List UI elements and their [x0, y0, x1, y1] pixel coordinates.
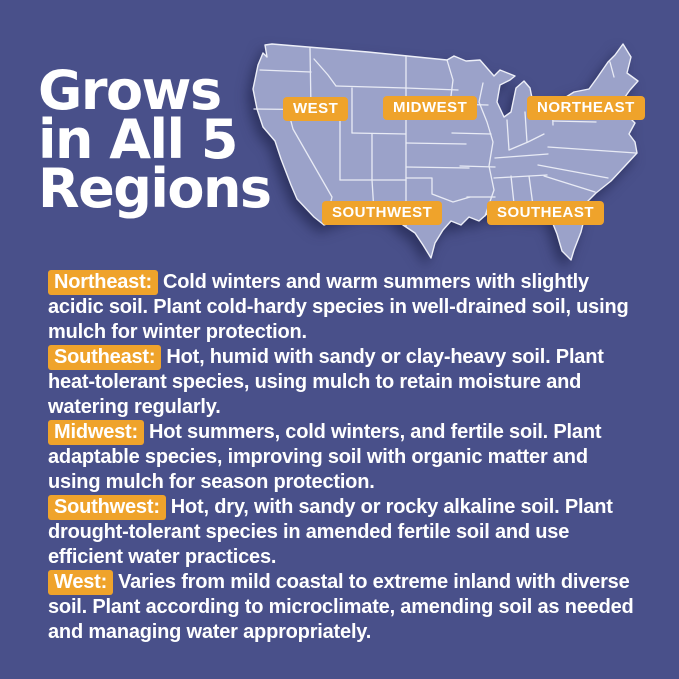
region-paragraph-southwest — [48, 495, 642, 570]
region-label-west: West: — [48, 570, 113, 595]
map-label-midwest: MIDWEST — [383, 96, 477, 120]
region-paragraph-northeast — [48, 270, 642, 345]
region-descriptions — [48, 270, 642, 645]
title-line-3: Regions — [38, 157, 271, 220]
map-label-southwest: SOUTHWEST — [322, 201, 442, 225]
region-paragraph-midwest — [48, 420, 642, 495]
map-label-northeast: NORTHEAST — [527, 96, 645, 120]
map-label-southeast: SOUTHEAST — [487, 201, 604, 225]
region-text-midwest: Hot summers, cold winters, and fertile soil. Plant adaptable species, improving soil with organic matter and using mulch for season protection. — [48, 421, 602, 493]
title-line-2: in All 5 — [38, 108, 237, 171]
region-label-southwest: Southwest: — [48, 495, 166, 520]
region-text-west: Varies from mild coastal to extreme inland with diverse soil. Plant according to microclimate, amending soil as needed and managing water appropriately. — [48, 571, 634, 643]
region-paragraph-west — [48, 570, 642, 645]
region-text-southeast: Hot, humid with sandy or clay-heavy soil. Plant heat-tolerant species, using mulch to retain moisture and watering regularly. — [48, 346, 604, 418]
region-paragraph-southeast — [48, 345, 642, 420]
title-line-1: Grows — [38, 59, 221, 122]
region-label-northeast: Northeast: — [48, 270, 158, 295]
region-text-southwest: Hot, dry, with sandy or rocky alkaline soil. Plant drought-tolerant species in amended fertile soil and use efficient water practices. — [48, 496, 613, 568]
us-map — [248, 30, 676, 270]
page-title — [38, 59, 271, 220]
region-label-southeast: Southeast: — [48, 345, 161, 370]
region-text-northeast: Cold winters and warm summers with slightly acidic soil. Plant cold-hardy species in well-drained soil, using mulch for winter protection. — [48, 271, 629, 343]
map-label-west: WEST — [283, 97, 348, 121]
region-label-midwest: Midwest: — [48, 420, 144, 445]
us-map-svg — [248, 30, 676, 270]
